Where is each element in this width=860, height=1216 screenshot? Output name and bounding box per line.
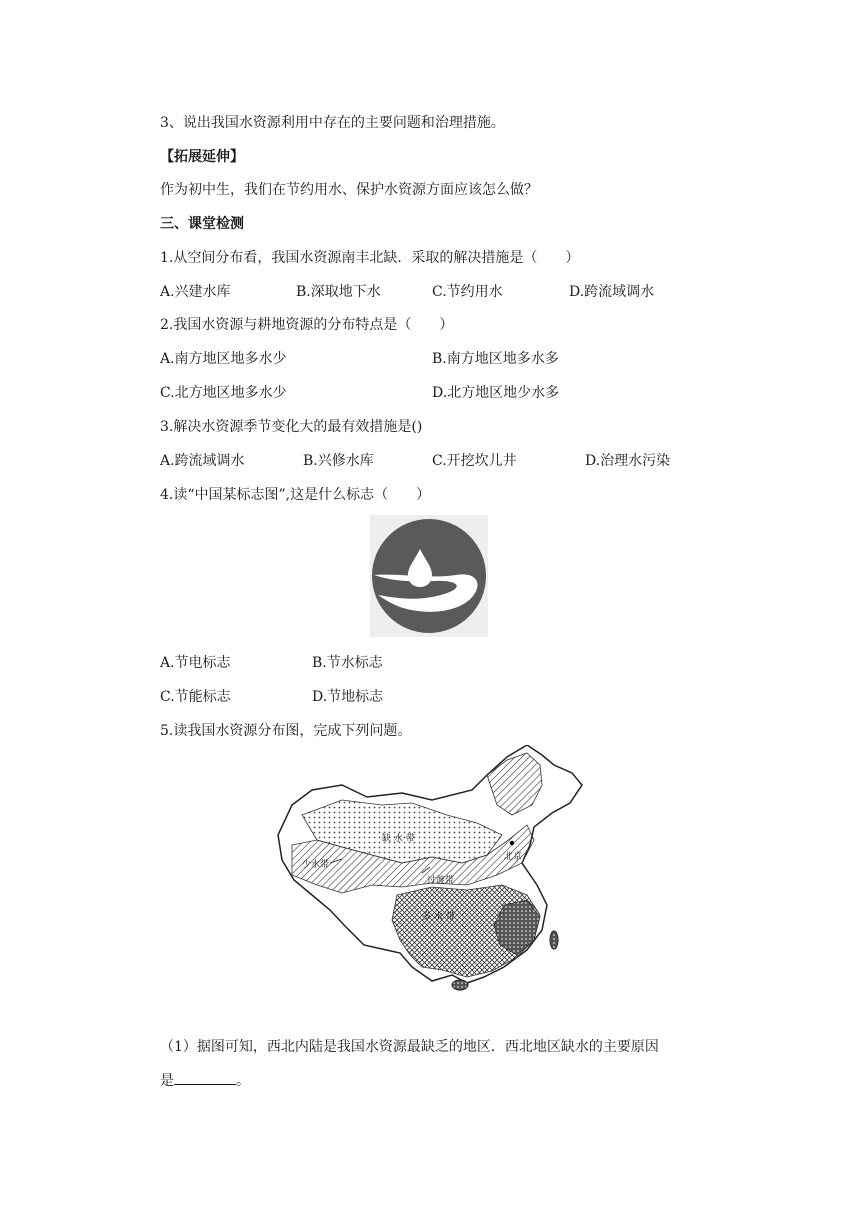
map-label-beijing: 北京 [504, 852, 523, 862]
q3-intro: 3、说出我国水资源利用中存在的主要问题和治理措施。 [160, 115, 505, 131]
q4-option-d[interactable]: D.节地标志 [312, 689, 384, 705]
beijing-dot [510, 841, 514, 845]
subq1-line2 [160, 1070, 250, 1091]
q3-option-c[interactable]: C.开挖坎儿井 [432, 453, 517, 469]
question-2-stem: 2.我国水资源与耕地资源的分布特点是（ ） [160, 317, 454, 333]
question-5-stem: 5.读我国水资源分布图，完成下列问题。 [160, 723, 412, 739]
q4-option-a[interactable]: A.节电标志 [160, 655, 231, 671]
question-1-stem: 1.从空间分布看，我国水资源南丰北缺．采取的解决措施是（ ） [160, 250, 580, 266]
answer-blank[interactable] [174, 1070, 236, 1085]
q2-option-c[interactable]: C.北方地区地多水少 [160, 385, 287, 401]
question-3-stem: 3.解决水资源季节变化大的最有效措施是() [160, 419, 423, 435]
q2-option-d[interactable]: D.北方地区地少水多 [432, 385, 560, 401]
extension-heading: 【拓展延伸】 [160, 149, 244, 165]
water-drop-logo-icon [370, 515, 488, 637]
map-label-transition: 过渡带 [427, 876, 455, 886]
china-water-resources-map [272, 745, 586, 993]
section3-heading: 三、课堂检测 [160, 216, 244, 232]
map-label-shortage: 缺 水 带 [382, 834, 415, 844]
q2-option-a[interactable]: A.南方地区地多水少 [160, 351, 287, 367]
q1-option-d[interactable]: D.跨流域调水 [569, 284, 655, 300]
q4-option-b[interactable]: B.节水标志 [312, 655, 383, 671]
q1-option-c[interactable]: C.节约用水 [432, 284, 503, 300]
subq1-line2-text: 是 [160, 1073, 174, 1089]
question-4-stem: 4.读“中国某标志图”,这是什么标志（ ） [160, 487, 431, 503]
taiwan-island [550, 931, 558, 949]
q2-option-b[interactable]: B.南方地区地多水多 [432, 351, 559, 367]
subq1-line1: （1）据图可知，西北内陆是我国水资源最缺乏的地区．西北地区缺水的主要原因 [160, 1039, 659, 1055]
extension-text: 作为初中生，我们在节约用水、保护水资源方面应该怎么做？ [160, 182, 538, 198]
q1-option-a[interactable]: A.兴建水库 [160, 284, 231, 300]
q3-option-a[interactable]: A.跨流域调水 [160, 453, 245, 469]
full-stop: 。 [236, 1073, 250, 1089]
q3-option-b[interactable]: B.兴修水库 [303, 453, 374, 469]
map-label-abundant: 多 水 带 [422, 912, 455, 922]
q1-option-b[interactable]: B.深取地下水 [296, 284, 381, 300]
map-label-low: 少水带 [302, 860, 330, 870]
q3-option-d[interactable]: D.治理水污染 [585, 453, 671, 469]
water-saving-logo [370, 515, 488, 637]
q4-option-c[interactable]: C.节能标志 [160, 689, 231, 705]
hainan-island [452, 980, 468, 990]
